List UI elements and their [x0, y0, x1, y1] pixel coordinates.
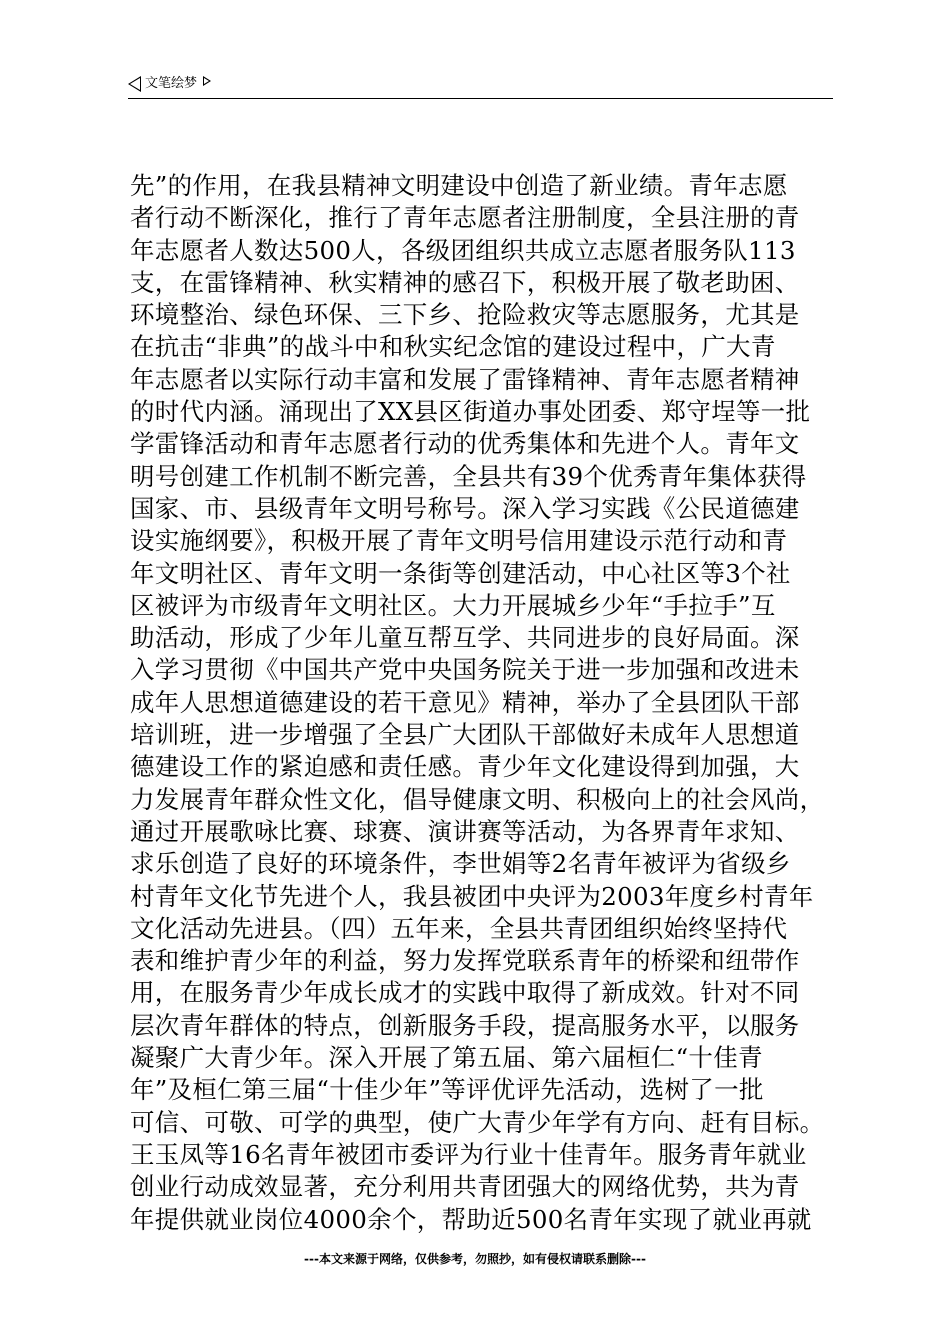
body-line: 环境整治、绿色环保、三下乡、抢险救灾等志愿服务，尤其是	[130, 300, 800, 330]
body-line: 成年人思想道德建设的若干意见》精神，举办了全县团队干部	[130, 687, 800, 717]
body-line: 力发展青年群众性文化，倡导健康文明、积极向上的社会风尚，	[130, 784, 825, 814]
body-line: 层次青年群体的特点，创新服务手段，提高服务水平，以服务	[130, 1010, 800, 1040]
header-brand-group	[128, 76, 211, 92]
body-line: 用，在服务青少年成长成才的实践中取得了新成效。针对不同	[130, 978, 800, 1008]
body-line: 年”及桓仁第三届“十佳少年”等评优评先活动，选树了一批	[130, 1075, 764, 1105]
body-line: 入学习贯彻《中国共产党中央国务院关于进一步加强和改进未	[130, 655, 800, 685]
body-line: 德建设工作的紧迫感和责任感。青少年文化建设得到加强，大	[130, 752, 800, 782]
body-line: 区被评为市级青年文明社区。大力开展城乡少年“手拉手”互	[130, 590, 776, 620]
triangle-left-icon	[128, 76, 141, 92]
body-line: 年文明社区、青年文明一条街等创建活动，中心社区等3个社	[130, 558, 791, 588]
body-line: 学雷锋活动和青年志愿者行动的优秀集体和先进个人。青年文	[130, 429, 800, 459]
body-line: 年志愿者人数达500人，各级团组织共成立志愿者服务队113	[130, 235, 796, 265]
document-body	[130, 170, 835, 1236]
body-line: 先”的作用，在我县精神文明建设中创造了新业绩。青年志愿	[130, 171, 788, 200]
header-brand: 文笔绘梦	[145, 76, 198, 91]
body-line: 国家、市、县级青年文明号称号。深入学习实践《公民道德建	[130, 493, 800, 523]
body-line: 年志愿者以实际行动丰富和发展了雷锋精神、青年志愿者精神	[130, 364, 800, 394]
body-line: 创业行动成效显著，充分利用共青团强大的网络优势，共为青	[130, 1172, 800, 1202]
page-header	[128, 72, 833, 99]
body-line: 凝聚广大青少年。深入开展了第五届、第六届桓仁“十佳青	[130, 1043, 763, 1073]
body-line: 年提供就业岗位4000余个，帮助近500名青年实现了就业再就	[130, 1204, 812, 1234]
body-line: 的时代内涵。涌现出了XX县区街道办事处团委、郑守埕等一批	[130, 397, 811, 427]
body-line: 求乐创造了良好的环境条件，李世娟等2名青年被评为省级乡	[130, 849, 791, 879]
body-line: 培训班，进一步增强了全县广大团队干部做好未成年人思想道	[130, 720, 800, 750]
body-line: 设实施纲要》，积极开展了青年文明号信用建设示范行动和青	[130, 526, 788, 556]
body-line: 明号创建工作机制不断完善，全县共有39个优秀青年集体获得	[130, 461, 807, 491]
body-line: 通过开展歌咏比赛、球赛、演讲赛等活动，为各界青年求知、	[130, 816, 800, 846]
body-line: 支，在雷锋精神、秋实精神的感召下，积极开展了敬老助困、	[130, 267, 800, 297]
body-line: 助活动，形成了少年儿童互帮互学、共同进步的良好局面。深	[130, 623, 800, 653]
body-line: 可信、可敬、可学的典型，使广大青少年学有方向、赶有目标。	[130, 1107, 825, 1137]
body-line: 王玉凤等16名青年被团市委评为行业十佳青年。服务青年就业	[130, 1139, 807, 1169]
page-footer: ---本文来源于网络，仅供参考，勿照抄，如有侵权请联系删除---	[304, 1252, 646, 1266]
triangle-right-icon	[203, 76, 211, 86]
body-line: 村青年文化节先进个人，我县被团中央评为2003年度乡村青年	[130, 881, 814, 911]
body-line: 在抗击“非典”的战斗中和秋实纪念馆的建设过程中，广大青	[130, 332, 776, 362]
body-line: 者行动不断深化，推行了青年志愿者注册制度，全县注册的青	[130, 203, 800, 233]
body-line: 表和维护青少年的利益，努力发挥党联系青年的桥梁和纽带作	[130, 946, 800, 976]
body-line: 文化活动先进县。（四）五年来，全县共青团组织始终坚持代	[130, 913, 788, 943]
